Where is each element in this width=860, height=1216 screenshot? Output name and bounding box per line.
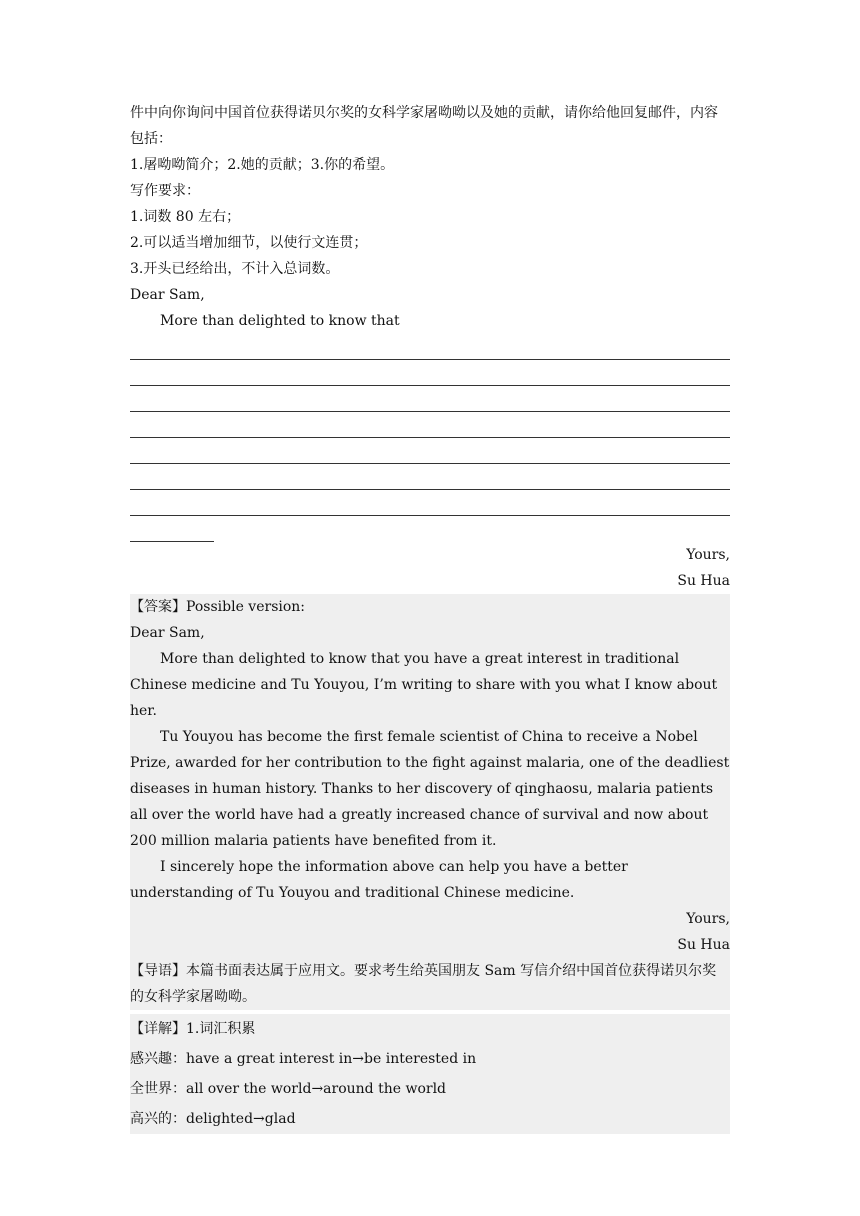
answer-paragraph-1: More than delighted to know that you have a great interest in traditional Chinese medicine and Tu Youyou, I’m writing to share with you what I know about her. (130, 651, 718, 719)
writing-line[interactable] (130, 386, 730, 412)
requirements-title: 写作要求： (130, 183, 200, 199)
answer-section (130, 594, 730, 958)
writing-line[interactable] (130, 490, 730, 516)
vocab-item: 感兴趣：have a great interest in→be interested in (130, 1051, 477, 1067)
writing-line[interactable] (130, 438, 730, 464)
requirement-1: 1.词数 80 左右； (130, 209, 241, 225)
answer-closing: Yours, (686, 911, 730, 927)
answer-paragraph-3: I sincerely hope the information above can help you have a better understanding of Tu Youyou and traditional Chinese medicine. (130, 859, 628, 901)
writing-lines[interactable] (130, 334, 730, 542)
guide-section (130, 958, 730, 1010)
letter-closing: Yours, (686, 547, 730, 563)
letter-salutation: Dear Sam, (130, 287, 205, 303)
requirement-3: 3.开头已经给出，不计入总词数。 (130, 261, 340, 277)
writing-line[interactable] (130, 464, 730, 490)
detail-section (130, 1014, 730, 1134)
letter-opening: More than delighted to know that (160, 313, 400, 329)
writing-line[interactable] (130, 360, 730, 386)
prompt-contents: 1.屠呦呦简介；2.她的贡献；3.你的希望。 (130, 157, 395, 173)
answer-label: 【答案】Possible version: (130, 599, 306, 615)
detail-label: 【详解】1.词汇积累 (130, 1021, 256, 1037)
letter-signature: Su Hua (677, 573, 730, 589)
writing-line[interactable] (130, 412, 730, 438)
requirement-2: 2.可以适当增加细节，以使行文连贯； (130, 235, 368, 251)
answer-paragraph-2: Tu Youyou has become the first female scientist of China to receive a Nobel Prize, awarded for her contribution to the fight against malaria, one of the deadliest diseases in human history. Thanks to her discovery of qinghaosu, malaria patients all over the world have had a greatly increased chance of survival and now about 200 million malaria patients have benefited from it. (130, 729, 730, 849)
answer-salutation: Dear Sam, (130, 625, 205, 641)
writing-line-short[interactable] (130, 516, 214, 542)
prompt-intro: 件中向你询问中国首位获得诺贝尔奖的女科学家屠呦呦以及她的贡献，请你给他回复邮件，内容包括： (130, 105, 718, 147)
answer-signature: Su Hua (677, 937, 730, 953)
writing-line[interactable] (130, 334, 730, 360)
vocab-item: 高兴的：delighted→glad (130, 1111, 296, 1127)
guide-text: 【导语】本篇书面表达属于应用文。要求考生给英国朋友 Sam 写信介绍中国首位获得诺贝尔奖的女科学家屠呦呦。 (130, 963, 717, 1005)
vocab-item: 全世界：all over the world→around the world (130, 1081, 447, 1097)
document-content (130, 100, 730, 1134)
